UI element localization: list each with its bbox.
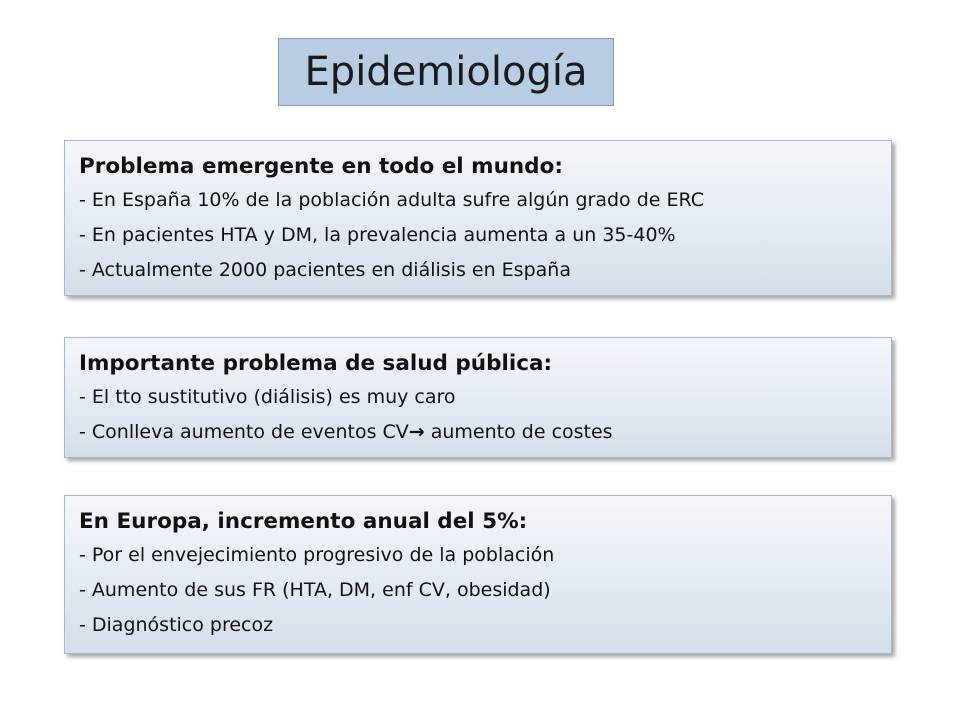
- slide-title: Epidemiología: [278, 38, 614, 106]
- panel-heading: En Europa, incremento anual del 5%:: [79, 509, 528, 534]
- panel-bullet: - El tto sustitutivo (diálisis) es muy caro: [79, 386, 456, 408]
- arrow-right-icon: →: [408, 421, 425, 443]
- bullet-text-before: - Conlleva aumento de eventos CV: [79, 421, 409, 443]
- panel-bullet: - Aumento de sus FR (HTA, DM, enf CV, obesidad): [79, 579, 551, 601]
- panel-emerging-problem: [64, 140, 892, 296]
- panel-heading: Problema emergente en todo el mundo:: [79, 154, 563, 179]
- panel-bullet: [79, 415, 877, 450]
- panel-bullet: - En España 10% de la población adulta sufre algún grado de ERC: [79, 189, 705, 211]
- panel-public-health: [64, 337, 892, 458]
- panel-bullet: - Diagnóstico precoz: [79, 614, 274, 636]
- bullet-text-after: aumento de costes: [424, 421, 613, 443]
- panel-bullet: - Por el envejecimiento progresivo de la población: [79, 544, 555, 566]
- panel-europe-increase: [64, 495, 892, 654]
- panel-heading: Importante problema de salud pública:: [79, 351, 553, 376]
- panel-bullet: - En pacientes HTA y DM, la prevalencia aumenta a un 35-40%: [79, 224, 676, 246]
- panel-bullet: - Actualmente 2000 pacientes en diálisis en España: [79, 259, 571, 281]
